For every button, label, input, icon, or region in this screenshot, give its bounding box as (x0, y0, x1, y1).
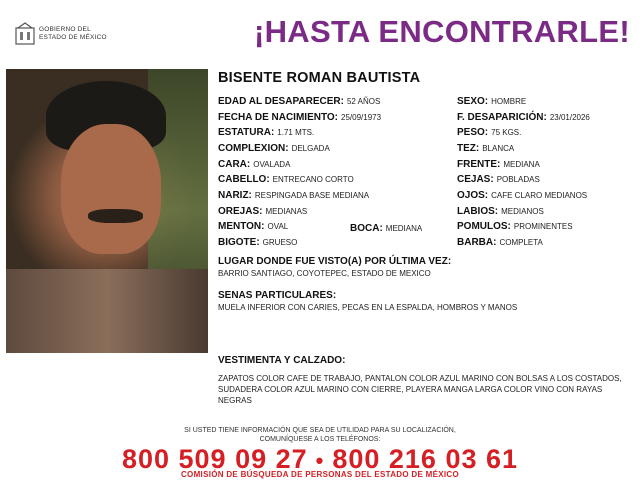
field-value: OVALADA (253, 160, 291, 169)
field-frente (457, 159, 540, 170)
field-label: CABELLO: (218, 174, 270, 185)
field-label: CARA: (218, 159, 251, 170)
field-value: CAFE CLARO MEDIANOS (491, 191, 588, 200)
field-value: PROMINENTES (513, 222, 573, 231)
government-logo (14, 22, 124, 48)
contact-info (0, 427, 640, 444)
phone-separator: • (315, 448, 325, 473)
logo-line-2: ESTADO DE MÉXICO (39, 33, 107, 41)
last-seen-label: LUGAR DONDE FUE VISTO(A) POR ÚLTIMA VEZ: (218, 256, 452, 267)
headline: ¡HASTA ENCONTRARLE! (254, 14, 630, 49)
field-label: COMPLEXION: (218, 143, 289, 154)
field-cara (218, 159, 290, 170)
field-ojos (457, 190, 587, 201)
field-value: BLANCA (482, 144, 515, 153)
field-value: 75 KGS. (491, 128, 522, 137)
senas-label: SENAS PARTICULARES: (218, 290, 337, 301)
field-boca (350, 223, 422, 234)
logo-line-1: GOBIERNO DEL (39, 26, 91, 33)
field-label: OJOS: (457, 190, 489, 201)
field-tez (457, 143, 514, 154)
field-label: OREJAS: (218, 206, 263, 217)
field-label: FECHA DE NACIMIENTO: (218, 112, 338, 123)
field-edad (218, 96, 380, 107)
field-label: BARBA: (457, 237, 497, 248)
field-value: 52 AÑOS (346, 97, 381, 106)
field-value: MEDIANA (503, 160, 540, 169)
field-nariz (218, 190, 369, 201)
field-label: NARIZ: (218, 190, 252, 201)
person-name: BISENTE ROMAN BAUTISTA (218, 70, 421, 86)
field-barba (457, 237, 543, 248)
state-emblem-icon (14, 22, 36, 46)
field-label: FRENTE: (457, 159, 501, 170)
field-value: 1.71 MTS. (277, 128, 315, 137)
field-value: RESPINGADA BASE MEDIANA (254, 191, 370, 200)
contact-info-line-2: COMUNÍQUESE A LOS TELÉFONOS: (259, 435, 381, 443)
field-value: GRUESO (262, 238, 298, 247)
phone-number-2[interactable]: 800 216 03 61 (332, 444, 519, 474)
field-label: PESO: (457, 127, 489, 138)
phone-number-1[interactable]: 800 509 09 27 (121, 444, 308, 474)
vestimenta-value: ZAPATOS COLOR CAFE DE TRABAJO, PANTALON COLOR AZUL MARINO CON BOLSAS A LOS COSTADOS, SUDADERA COLOR AZUL MARINO CON CIERRE, PLAYERA MANGA LARGA COLOR VINO CON RAYAS NEGRAS (218, 374, 622, 405)
field-label: SEXO: (457, 96, 489, 107)
field-label: POMULOS: (457, 221, 511, 232)
person-photo (6, 69, 208, 353)
field-cabello (218, 174, 354, 185)
field-value: DELGADA (291, 144, 330, 153)
last-seen-value: BARRIO SANTIAGO, COYOTEPEC, ESTADO DE MEXICO (218, 269, 431, 278)
field-value: HOMBRE (491, 97, 527, 106)
field-sexo (457, 96, 526, 107)
senas-value: MUELA INFERIOR CON CARIES, PECAS EN LA ESPALDA, HOMBROS Y MANOS (218, 303, 518, 312)
field-estatura (218, 127, 314, 138)
field-cejas (457, 174, 540, 185)
field-value: 25/09/1973 (341, 113, 382, 122)
field-fecha-nacimiento (218, 112, 381, 123)
field-labios (457, 206, 544, 217)
commission-name: COMISIÓN DE BÚSQUEDA DE PERSONAS DEL ESTADO DE MÉXICO (180, 470, 459, 479)
field-value: MEDIANAS (265, 207, 308, 216)
field-complexion (218, 143, 330, 154)
field-label: BIGOTE: (218, 237, 260, 248)
field-value: POBLADAS (496, 175, 540, 184)
field-label: F. DESAPARICIÓN: (457, 112, 547, 123)
field-value: COMPLETA (499, 238, 543, 247)
field-value: MEDIANOS (501, 207, 544, 216)
field-value: OVAL (267, 222, 289, 231)
field-value: 23/01/2026 (549, 113, 590, 122)
field-bigote (218, 237, 297, 248)
field-menton (218, 221, 288, 232)
field-label: LABIOS: (457, 206, 499, 217)
field-value: ENTRECANO CORTO (272, 175, 354, 184)
field-label: BOCA: (350, 223, 383, 234)
field-label: MENTON: (218, 221, 265, 232)
vestimenta-label: VESTIMENTA Y CALZADO: (218, 355, 346, 366)
field-orejas (218, 206, 307, 217)
field-fecha-desaparicion (457, 112, 590, 123)
field-pomulos (457, 221, 573, 232)
field-label: ESTATURA: (218, 127, 275, 138)
field-label: CEJAS: (457, 174, 494, 185)
contact-info-line-1: SI USTED TIENE INFORMACIÓN QUE SEA DE UTILIDAD PARA SU LOCALIZACIÓN, (184, 427, 456, 434)
field-label: TEZ: (457, 143, 480, 154)
field-peso (457, 127, 521, 138)
field-label: EDAD AL DESAPARECER: (218, 96, 344, 107)
field-value: MEDIANA (385, 224, 423, 233)
